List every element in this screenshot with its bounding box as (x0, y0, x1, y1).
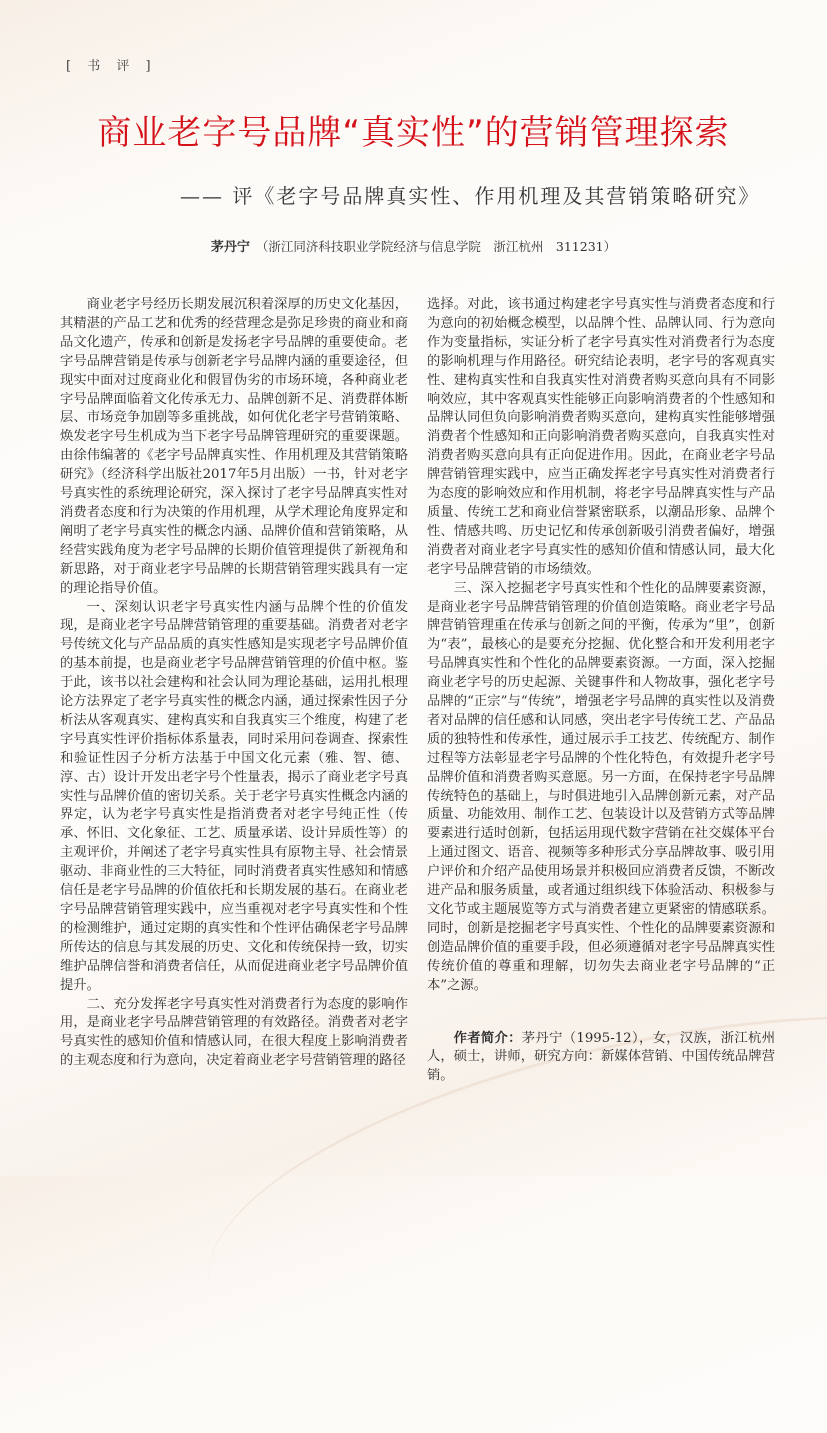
paragraph-section-2: 二、充分发挥老字号真实性对消费者行为态度的影响作用，是商业老字号品牌营销管理的有效路径。消费者对老字号真实性的感知价值和情感认同，在很大程度上影响消费者的主观态度和行为意向，决定着商业老字号营销管理的路径 (60, 996, 408, 1069)
body-column-left (60, 296, 408, 1071)
author-bio-text: 茅丹宁（1995-12），女，汉族，浙江杭州人，硕士，讲师，研究方向：新媒体营销、中国传统品牌营销。 (427, 1030, 775, 1084)
article-subtitle: —— 评《老字号品牌真实性、作用机理及其营销策略研究》 (180, 184, 761, 208)
author-name: 茅丹宁 (210, 240, 250, 255)
section-tag: [ 书 评 ] (66, 59, 157, 74)
background-swoosh (0, 0, 515, 189)
author-line (0, 236, 827, 255)
body-column-right (427, 296, 775, 1086)
article-title: 商业老字号品牌“真实性”的营销管理探索 (97, 113, 730, 153)
author-bio-label: 作者简介： (453, 1030, 522, 1046)
paragraph-section-2-continued: 选择。对此，该书通过构建老字号真实性与消费者态度和行为意向的初始概念模型，以品牌个性、品牌认同、行为意向作为变量指标，实证分析了老字号真实性对消费者行为态度的影响机理与作用路径。研究结论表明，老字号的客观真实性、建构真实性和自我真实性对消费者购买意向具有不同影响效应，其中客观真实性能够正向影响消费者的个性感知和品牌认同但负向影响消费者购买意向，建构真实性能够增强消费者个性感知和正向影响消费者购买意向，自我真实性对消费者购买意向具有正向促进作用。因此，在商业老字号品牌营销管理实践中，应当正确发挥老字号真实性对消费者行为态度的影响效应和作用机制，将老字号品牌真实性与产品质量、传统工艺和商业信誉紧密联系，以潮品形象、品牌个性、情感共鸣、历史记忆和传承创新吸引消费者偏好，增强消费者对商业老字号真实性的感知价值和情感认同，最大化老字号品牌营销的市场绩效。 (427, 297, 775, 577)
paragraph-section-1: 一、深刻认识老字号真实性内涵与品牌个性的价值发现，是商业老字号品牌营销管理的重要基础。消费者对老字号传统文化与产品品质的真实性感知是实现老字号品牌价值的基本前提，也是商业老字号品牌营销管理的价值中枢。鉴于此，该书以社会建构和社会认同为理论基础，运用扎根理论方法界定了老字号真实性的概念内涵，通过探索性因子分析法从客观真实、建构真实和自我真实三个维度，构建了老字号真实性评价指标体系量表，同时采用问卷调查、探索性和验证性因子分析方法基于中国文化元素（雅、智、德、淳、古）设计开发出老字号个性量表，揭示了商业老字号真实性与品牌价值的密切关系。关于老字号真实性概念内涵的界定，认为老字号真实性是指消费者对老字号纯正性（传承、怀旧、文化象征、工艺、质量承诺、设计异质性等）的主观评价，并阐述了老字号真实性具有原物主导、社会情景驱动、非商业性的三大特征，同时消费者真实性感知和情感信任是老字号品牌的价值依托和长期发展的基石。在商业老字号品牌营销管理实践中，应当重视对老字号真实性和个性的检测维护，通过定期的真实性和个性评估确保老字号品牌所传达的信息与其发展的历史、文化和传统保持一致，切实维护品牌信誉和消费者信任，从而促进商业老字号品牌价值提升。 (60, 599, 408, 993)
author-affiliation: （浙江同济科技职业学院经济与信息学院 浙江杭州 311231） (255, 239, 617, 254)
paragraph-section-3: 三、深入挖掘老字号真实性和个性化的品牌要素资源，是商业老字号品牌营销管理的价值创造策略。商业老字号品牌营销管理重在传承与创新之间的平衡，传承为“里”，创新为“表”，最核心的是要充分挖掘、优化整合和开发利用老字号品牌真实性和个性化的品牌要素资源。一方面，深入挖掘商业老字号的历史起源、关键事件和人物故事，强化老字号品牌的“正宗”与“传统”，增强老字号品牌的真实性以及消费者对品牌的信任感和认同感，突出老字号传统工艺、产品品质的独特性和传承性，通过展示手工技艺、传统配方、制作过程等方法彰显老字号品牌的个性化特色，有效提升老字号品牌价值和消费者购买意愿。另一方面，在保持老字号品牌传统特色的基础上，与时俱进地引入品牌创新元素，对产品质量、功能效用、制作工艺、包装设计以及营销方式等品牌要素进行适时创新，包括运用现代数字营销在社交媒体平台上通过图文、语音、视频等多种形式分享品牌故事、吸引用户评价和介绍产品使用场景并积极回应消费者反馈，不断改进产品和服务质量，或者通过组织线下体验活动、积极参与文化节或主题展览等方式与消费者建立更紧密的情感联系。同时，创新是挖掘老字号真实性、个性化的品牌要素资源和创造品牌价值的重要手段，但必须遵循对老字号品牌真实性传统价值的尊重和理解，切勿失去商业老字号品牌的“正本”之源。 (427, 580, 775, 993)
author-bio (427, 1030, 775, 1087)
paragraph-intro: 商业老字号经历长期发展沉积着深厚的历史文化基因，其精湛的产品工艺和优秀的经营理念是弥足珍贵的商业和商品文化遗产，传承和创新是发扬老字号品牌的重要使命。老字号品牌营销是传承与创新老字号品牌内涵的重要途径，但现实中面对过度商业化和假冒伪劣的市场环境，各种商业老字号品牌面临着文化传承无力、品牌创新不足、消费群体断层、市场竞争加剧等多重挑战，如何优化老字号营销策略、焕发老字号生机成为当下老字号品牌管理研究的重要课题。由徐伟编著的《老字号品牌真实性、作用机理及其营销策略研究》（经济科学出版社2017年5月出版）一书，针对老字号真实性的系统理论研究，深入探讨了老字号品牌真实性对消费者态度和行为决策的作用机理，从学术理论角度界定和阐明了老字号真实性的概念内涵、品牌价值和营销策略，从经营实践角度为老字号品牌的长期价值管理提供了新视角和新思路，对于商业老字号品牌的长期营销管理实践具有一定的理论指导价值。 (60, 297, 408, 596)
